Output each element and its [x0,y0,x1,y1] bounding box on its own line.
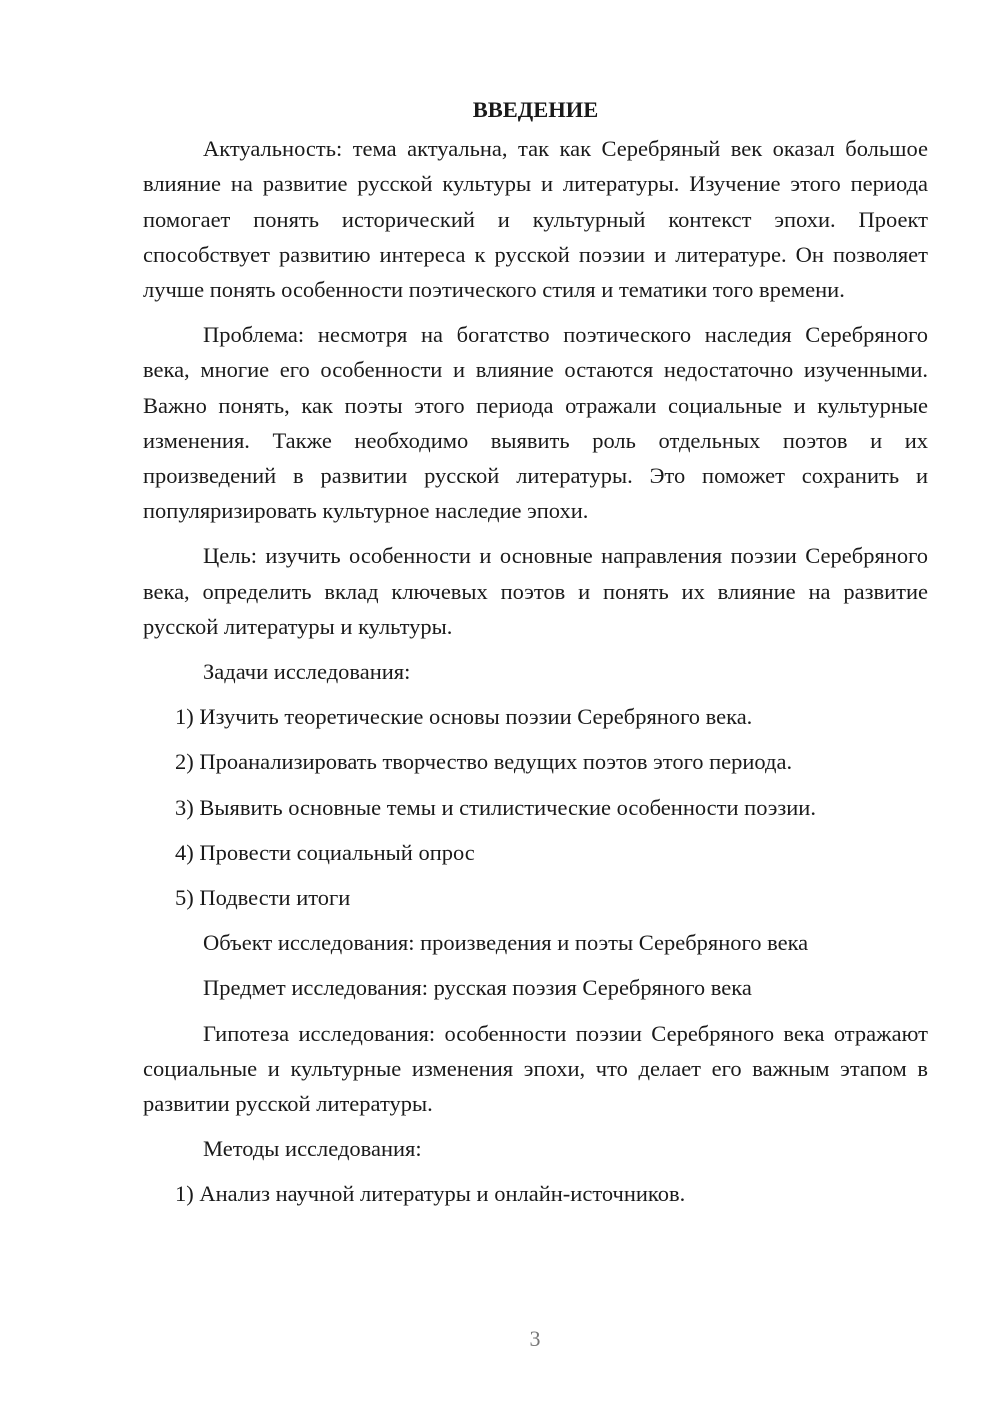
paragraph-hypothesis: Гипотеза исследования: особенности поэзии Серебряного века отражают социальные и культурные изменения эпохи, что делает его важным этапом в развитии русской литературы. [143,1020,928,1117]
tasks-title: Задачи исследования: [203,659,411,685]
research-object: Объект исследования: произведения и поэты Серебряного века [203,930,809,956]
section-heading: ВВЕДЕНИЕ [472,97,599,122]
methods-title: Методы исследования: [203,1136,422,1162]
task-item: 3) Выявить основные темы и стилистические особенности поэзии. [175,794,816,820]
research-subject: Предмет исследования: русская поэзия Серебряного века [203,975,752,1001]
task-item: 5) Подвести итоги [175,885,351,911]
paragraph-problem: Проблема: несмотря на богатство поэтического наследия Серебряного века, многие его особенности и влияние остаются недостаточно изученными. Важно понять, как поэты этого периода отражали социальные и культурные изменения. Также необходимо выявить роль отдельных поэтов и их произведений в развитии русской литературы. Это поможет сохранить и популяризировать культурное наследие эпохи. [143,322,928,524]
paragraph-relevance: Актуальность: тема актуальна, так как Серебряный век оказал большое влияние на развитие русской культуры и литературы. Изучение этого периода помогает понять исторический и культурный контекст эпохи. Проект способствует развитию интереса к русской поэзии и литературе. Он позволяет лучше понять особенности поэтического стиля и тематики того времени. [143,136,928,303]
task-item: 4) Провести социальный опрос [175,839,475,865]
page-number: 3 [529,1326,541,1351]
method-item: 1) Анализ научной литературы и онлайн-источников. [175,1181,686,1207]
task-item: 2) Проанализировать творчество ведущих поэтов этого периода. [175,749,793,775]
paragraph-goal: Цель: изучить особенности и основные направления поэзии Серебряного века, определить вклад ключевых поэтов и понять их влияние на развитие русской литературы и культуры. [143,543,928,639]
document-body [143,92,928,1222]
task-item: 1) Изучить теоретические основы поэзии Серебряного века. [175,704,753,730]
